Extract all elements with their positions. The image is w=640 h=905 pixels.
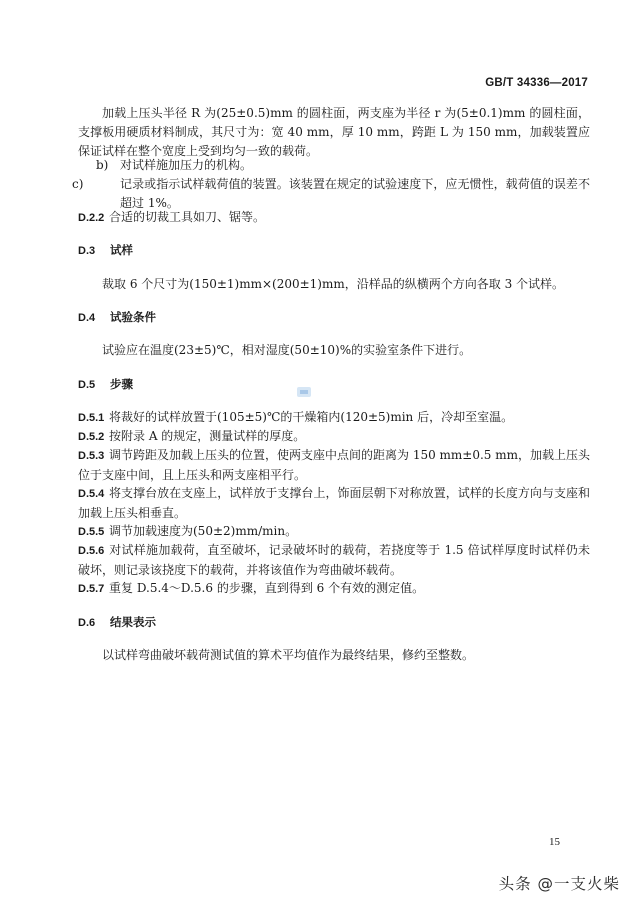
section-d4-text: 试验应在温度(23±5)℃，相对湿度(50±10)%的实验室条件下进行。 xyxy=(102,343,472,357)
section-number: D.5 xyxy=(78,379,96,391)
section-heading-d4 xyxy=(78,309,156,325)
section-d3-text: 裁取 6 个尺寸为(150±1)mm×(200±1)mm，沿样品的纵横两个方向各取 3 个试样。 xyxy=(102,277,565,291)
list-marker: c) xyxy=(72,177,84,191)
load-head-paragraph: 加载上压头半径 R 为(25±0.5)mm 的圆柱面，两支座为半径 r 为(5±0.1)mm 的圆柱面，支撑板用硬质材料制成，其尺寸为：宽 40 mm，厚 10 mm，跨距 L 为 150 mm，加载装置应保证试样在整个宽度上受到均匀一致的载荷。 xyxy=(78,106,590,158)
standard-number: GB/T 34336—2017 xyxy=(485,77,588,89)
section-heading-d5 xyxy=(78,376,133,392)
step-d-5-5 xyxy=(78,522,590,542)
step-text: 调节跨距及加载上压头的位置，使两支座中点间的距离为 150 mm±0.5 mm，加载上压头位于支座中间，且上压头和两支座相平行。 xyxy=(78,448,591,482)
list-text: 对试样施加压力的机构。 xyxy=(120,158,253,172)
step-number: D.5.1 xyxy=(78,412,105,424)
step-text: 将支撑台放在支座上，试样放于支撑台上，饰面层朝下对称放置，试样的长度方向与支座和加载上压头相垂直。 xyxy=(78,486,590,520)
step-number: D.5.5 xyxy=(78,526,105,538)
source-watermark: 头条 @一支火柴 xyxy=(495,870,624,896)
step-d-5-6 xyxy=(78,541,590,580)
section-title: 试样 xyxy=(110,245,133,257)
section-number: D.4 xyxy=(78,312,96,324)
step-text: 调节加载速度为(50±2)mm/min。 xyxy=(109,524,298,538)
clause-d-2-2 xyxy=(78,208,590,228)
step-d-5-2 xyxy=(78,427,590,447)
step-number: D.5.3 xyxy=(78,450,105,462)
section-d6-text: 以试样弯曲破坏载荷测试值的算术平均值作为最终结果，修约至整数。 xyxy=(102,648,475,662)
step-text: 按附录 A 的规定，测量试样的厚度。 xyxy=(109,429,306,443)
section-heading-d3 xyxy=(78,242,133,258)
section-title: 试验条件 xyxy=(110,312,156,324)
step-d-5-7 xyxy=(78,579,590,599)
step-d-5-4 xyxy=(78,484,590,523)
step-d-5-1 xyxy=(78,408,590,428)
list-item-b xyxy=(78,156,590,175)
step-number: D.5.4 xyxy=(78,488,105,500)
clause-text: 合适的切裁工具如刀、锯等。 xyxy=(109,210,266,224)
step-text: 将裁好的试样放置于(105±5)℃的干燥箱内(120±5)min 后，冷却至室温。 xyxy=(109,410,514,424)
step-number: D.5.2 xyxy=(78,431,105,443)
section-number: D.3 xyxy=(78,245,96,257)
section-heading-d6 xyxy=(78,614,156,630)
list-text: 记录或指示试样载荷值的装置。该装置在规定的试验速度下，应无惯性，载荷值的误差不超过 1%。 xyxy=(120,177,590,210)
page-number: 15 xyxy=(549,836,560,848)
list-marker: b) xyxy=(96,158,109,172)
step-text: 重复 D.5.4～D.5.6 的步骤，直到得到 6 个有效的测定值。 xyxy=(109,581,425,595)
clause-number: D.2.2 xyxy=(78,212,105,224)
section-number: D.6 xyxy=(78,617,96,629)
step-text: 对试样施加载荷，直至破坏，记录破坏时的载荷，若挠度等于 1.5 倍试样厚度时试样仍未破坏，则记录该挠度下的载荷，并将该值作为弯曲破坏载荷。 xyxy=(78,543,590,577)
step-d-5-3 xyxy=(78,446,590,485)
section-title: 结果表示 xyxy=(110,617,156,629)
section-title: 步骤 xyxy=(110,379,133,391)
small-seal-icon xyxy=(296,386,312,398)
step-number: D.5.7 xyxy=(78,583,105,595)
step-number: D.5.6 xyxy=(78,545,105,557)
